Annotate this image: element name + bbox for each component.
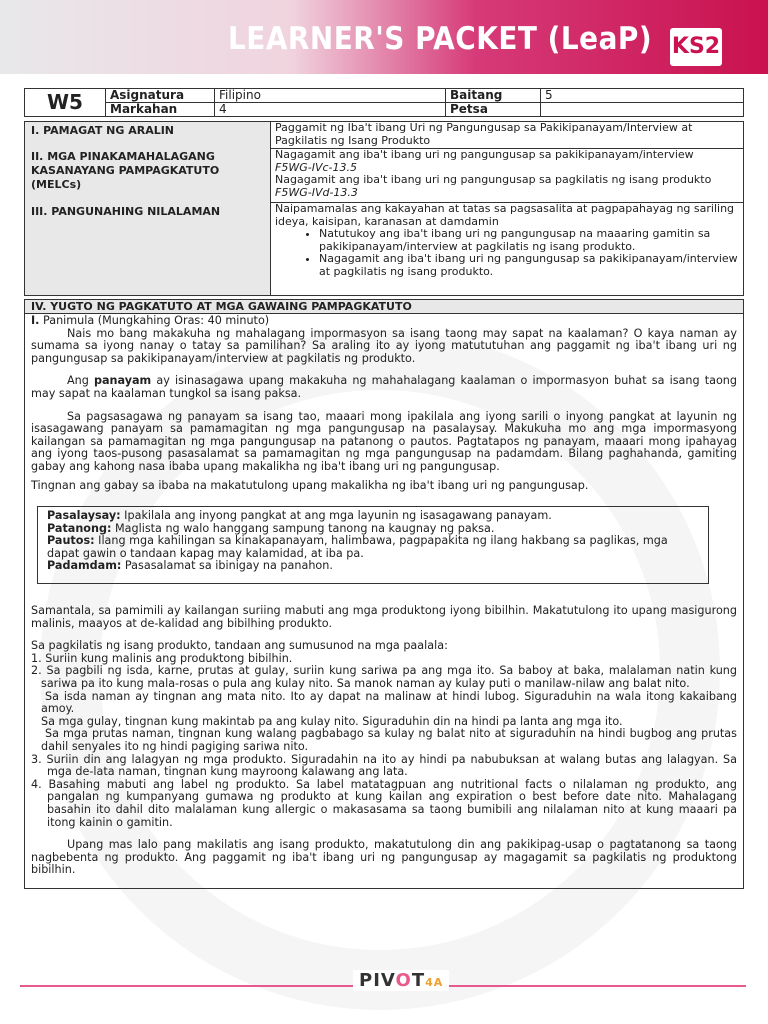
markahan-value: 4 xyxy=(215,103,446,117)
panayam-term: panayam xyxy=(93,374,152,388)
paragraph-6: Sa pagkilatis ng isang produkto, tandaan ang sumusunod na mga paalala: xyxy=(31,639,448,653)
header-banner xyxy=(0,0,768,74)
content-list xyxy=(275,228,739,278)
list-item: Sa mga prutas naman, tingnan kung walang pagbabago sa kulay ng balat nito at siguraduhin na hindi bugbog ang prutas dahil senyales ito ng hindi pagiging sariwa nito. xyxy=(41,727,737,753)
paragraph-1: Nais mo bang makakuha ng mahalagang impormasyon sa isang taong may sapat na kaalaman? O kaya naman ay sumama sa iyong nanay o tatay sa pamilihan? Sa araling ito ay iyong matututuhan ang paggamit ng iba't ibang uri ng pangungusap sa pakikipanayam/interview at pagkilatis ng produkto. xyxy=(31,326,737,365)
pivot-logo: PIVOT4A xyxy=(353,970,449,991)
activities-section xyxy=(24,299,744,889)
melc-box xyxy=(271,149,743,203)
content-box xyxy=(271,203,743,295)
melc-heading: II. MGA PINAKAMAHALAGANG KASANAYANG PAMPAGKATUTO (MELCs) xyxy=(31,150,220,191)
paragraph-2: Ang panayam ay isinasagawa upang makakuha ng mahahalagang kaalaman o impormasyon buhat sa isang taong may sapat na kaalaman tungkol sa isang paksa. xyxy=(31,374,737,400)
petsa-value xyxy=(541,103,744,117)
packet-title: LEARNER'S PACKET (LeaP) xyxy=(228,21,653,57)
paragraph-3: Sa pagsasagawa ng panayam sa isang tao, maaari mong ipakilala ang iyong sarili o inyong pangkat at layunin ng isasagawang panayam sa pamamagitan ng mga pangungusap na pasalaysay. Makukuha mo ang mga impormasyong kailangan sa pamamagitan ng mga pangungusap na patanong o pautos. Pagtatapos ng panayam, maaari mong ipahayag ang iyong taos-pusong pasasalamat sa pamamagitan ng mga pangungusap na padamdam. Bilang paghahanda, gamiting gabay ang kahong nasa ibaba upang makalikha ng iba't ibang uri ng pangungusap. xyxy=(31,409,737,473)
baitang-value: 5 xyxy=(541,89,744,103)
lesson-title: Paggamit ng Iba't ibang Uri ng Pangungusap sa Pakikipanayam/Interview at Pagkilatis ng Isang Produkto xyxy=(271,122,743,149)
melc-1-code: F5WG-IVc-13.5 xyxy=(275,160,357,174)
lesson-headings xyxy=(25,122,271,295)
asignatura-value: Filipino xyxy=(215,89,446,103)
guide-item: Patanong: Maglista ng walo hanggang sampung tanong na kaugnay ng paksa. xyxy=(47,521,495,535)
week-label: W5 xyxy=(25,89,106,117)
guide-item: Padamdam: Pasasalamat sa ibinigay na panahon. xyxy=(47,559,333,573)
paragraph-7: Upang mas lalo pang makilatis ang isang produkto, makatutulong din ang pakikipag-usap o pagtatanong sa taong nagbebenta ng produkto. Ang paggamit ng iba't ibang uri ng pangungusap ay magagamit sa pagkilatis ng produktong bibilhin. xyxy=(31,838,737,877)
nilalaman-heading: III. PANGUNAHING NILALAMAN xyxy=(31,205,221,218)
pamagat-heading: I. PAMAGAT NG ARALIN xyxy=(31,124,175,137)
content-bullet-2: • Nagagamit ang iba't ibang uri ng pangungusap sa pakikipanayam/interview at pagkilatis ng isang produkto. xyxy=(319,253,739,278)
list-item: 4. Basahing mabuti ang label ng produkto. Sa label matatagpuan ang nutritional facts o nilalaman ng produkto, ang pangalan ng kumpanyang gumawa ng produkto at kung kailan ang expiration o best before date nito. Mahalagang basahin ito dahil dito malalaman kung allergic o makasasama sa taong bumibili ang nilalaman nito at kung maaari pa itong kainin o gamitin. xyxy=(31,777,737,829)
list-item: Sa mga gulay, tingnan kung makintab pa ang kulay nito. Siguraduhin din na hindi pa lanta ang mga ito. xyxy=(41,714,623,728)
list-item: 2. Sa pagbili ng isda, karne, prutas at gulay, suriin kung sariwa pa ang mga ito. Sa baboy at baka, malalaman natin kung sariwa pa ito kung mala-rosas o pula ang kulay nito. Sa manok naman ay kulay puti o manilaw-nilaw ang balat nito. xyxy=(31,664,737,690)
guide-box xyxy=(37,506,709,584)
paragraph-5: Samantala, sa pamimili ay kailangan suriing mabuti ang mga produktong iyong bibilhin. Makatutulong ito upang masigurong malinis, maayos at de-kalidad ang bibilhing produkto. xyxy=(31,604,737,630)
list-item: 1. Suriin kung malinis ang produktong bibilhin. xyxy=(31,651,293,665)
melc-2: Nagagamit ang iba't ibang uri ng pangungusap sa pagkilatis ng isang produkto xyxy=(275,173,712,186)
melc-2-code: F5WG-IVd-13.3 xyxy=(275,185,358,199)
intro-time: Panimula (Mungkahing Oras: 40 minuto) xyxy=(39,314,270,327)
list-item: Sa isda naman ay tingnan ang mata nito. Ito ay dapat na malinaw at hindi lubog. Siguraduhin na wala itong kakaibang amoy. xyxy=(41,689,737,716)
section-heading: IV. YUGTO NG PAGKATUTO AT MGA GAWAING PAMPAGKATUTO xyxy=(25,300,743,314)
intro-label: I. xyxy=(31,314,40,327)
section-body xyxy=(31,315,737,492)
paragraph-4: Tingnan ang gabay sa ibaba na makatutulong upang makalikha ng iba't ibang uri ng pangungusap. xyxy=(31,478,589,492)
lesson-overview xyxy=(24,121,744,296)
list-item: 3. Suriin din ang lalagyan ng mga produkto. Siguradahin na ito ay hindi pa nabubuksan at walang butas ang lalagyan. Sa mga de-lata naman, tingnan kung mayroong kalawang ang lata. xyxy=(31,752,737,779)
product-section xyxy=(31,605,737,877)
content-intro: Naipamamalas ang kakayahan at tatas sa pagsasalita at pagpapahayag ng sariling ideya, kaisipan, karanasan at damdamin xyxy=(275,202,735,228)
melc-1: Nagagamit ang iba't ibang uri ng pangungusap sa pakikipanayam/interview xyxy=(275,148,694,161)
markahan-label: Markahan xyxy=(106,103,215,117)
key-stage-badge: KS2 xyxy=(670,28,722,66)
baitang-label: Baitang xyxy=(446,89,541,103)
guide-item: Pautos: Ilang mga kahilingan sa kinakapanayam, halimbawa, pagpapakita ng ilang hakbang sa paglikas, mga dapat gawin o tandaan kapag may kalamidad, at iba pa. xyxy=(47,534,668,560)
asignatura-label: Asignatura xyxy=(106,89,215,103)
info-table xyxy=(24,88,744,117)
guide-item: Pasalaysay: Ipakilala ang inyong pangkat at ang mga layunin ng isasagawang panayam. xyxy=(47,509,552,522)
content-bullet-1: • Natutukoy ang iba't ibang uri ng pangungusap na maaaring gamitin sa pakikipanayam/interview at pagkilatis ng isang produkto. xyxy=(319,228,739,253)
petsa-label: Petsa xyxy=(446,103,541,117)
